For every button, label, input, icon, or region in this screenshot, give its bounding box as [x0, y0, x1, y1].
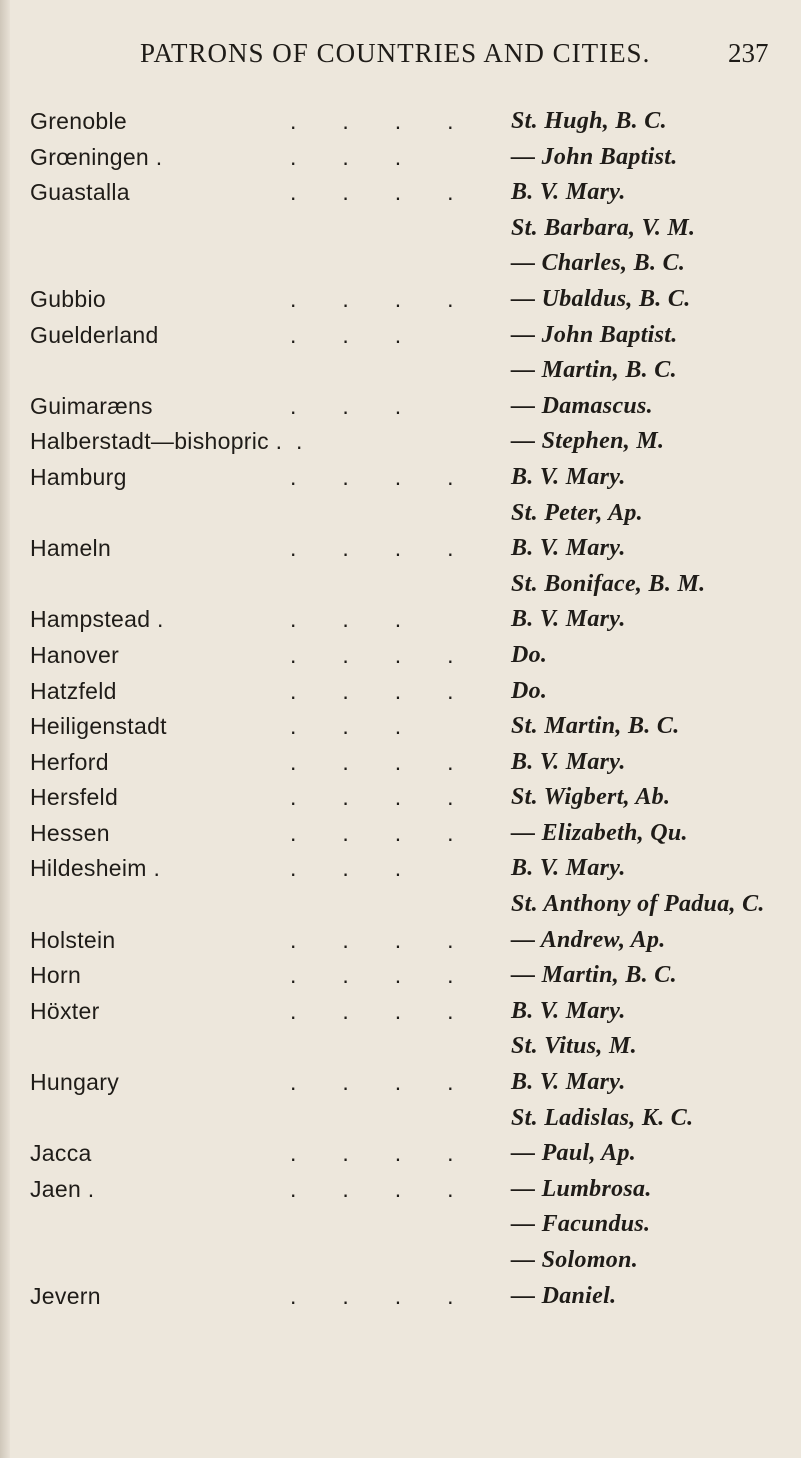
- list-item: [0, 1211, 801, 1247]
- leader-dots: ....: [290, 677, 500, 704]
- place-name: Grœningen .: [30, 143, 163, 170]
- leader-dots: ...: [290, 321, 448, 348]
- list-item: [0, 927, 801, 963]
- place-name: Hameln: [30, 535, 112, 562]
- place-name: Hildesheim .: [30, 855, 161, 882]
- patron-saint: B. V. Mary.: [511, 1069, 626, 1096]
- place-name: Hamburg: [30, 463, 127, 490]
- list-item: [0, 1283, 801, 1319]
- place-name: Guelderland: [30, 321, 159, 348]
- list-item: [0, 855, 801, 891]
- list-item: [0, 642, 801, 678]
- list-item: [0, 713, 801, 749]
- patron-saint: — Lumbrosa.: [511, 1175, 652, 1202]
- place-name: Hanover: [30, 641, 120, 668]
- leader-dots: ....: [290, 463, 500, 490]
- place-name: Höxter: [30, 997, 100, 1024]
- leader-dots: ...: [290, 143, 448, 170]
- place-name: Grenoble: [30, 108, 128, 134]
- list-item: [0, 998, 801, 1034]
- list-item: [0, 144, 801, 180]
- leader-dots: ....: [290, 1175, 500, 1202]
- place-name: Hessen: [30, 819, 110, 846]
- list-item: [0, 250, 801, 286]
- place-name: Hatzfeld: [30, 677, 117, 704]
- place-name: Guimaræns: [30, 392, 153, 419]
- patron-saint: B. V. Mary.: [511, 606, 626, 633]
- place-name: Horn: [30, 962, 82, 989]
- patron-saint: Do.: [511, 677, 548, 704]
- leader-dots: ....: [290, 748, 500, 775]
- place-name: Gubbio: [30, 285, 106, 312]
- place-name: Jevern: [30, 1282, 101, 1309]
- patron-saint: B. V. Mary.: [511, 855, 626, 882]
- patron-saint: B. V. Mary.: [511, 179, 626, 206]
- patron-saint: St. Wigbert, Ab.: [511, 784, 671, 811]
- list-item: [0, 1033, 801, 1069]
- leader-dots: ....: [290, 179, 500, 206]
- leader-dots: ....: [290, 997, 500, 1024]
- leader-dots: ....: [290, 285, 500, 312]
- patron-saint: St. Martin, B. C.: [511, 713, 680, 740]
- list-item: [0, 1105, 801, 1141]
- patron-saint: Do.: [511, 641, 548, 668]
- place-name: Hampstead .: [30, 606, 164, 633]
- list-item: [0, 428, 801, 464]
- patron-saint: St. Barbara, V. M.: [511, 214, 696, 241]
- list-item: [0, 464, 801, 500]
- patron-saint: B. V. Mary.: [511, 748, 626, 775]
- patron-saint: — Solomon.: [511, 1247, 639, 1273]
- patron-saint: St. Hugh, B. C.: [511, 108, 667, 134]
- place-name: Hungary: [30, 1069, 120, 1096]
- patron-saint: St. Peter, Ap.: [511, 499, 643, 526]
- place-name: Jaen .: [30, 1175, 95, 1202]
- running-title: PATRONS OF COUNTRIES AND CITIES.: [140, 38, 651, 68]
- list-item: [0, 1176, 801, 1212]
- list-item: [0, 215, 801, 251]
- leader-dots: ....: [290, 108, 500, 134]
- place-name: Hersfeld: [30, 784, 119, 811]
- list-item: [0, 678, 801, 714]
- list-item: [0, 820, 801, 856]
- patron-saint: B. V. Mary.: [511, 997, 626, 1024]
- place-name: Holstein: [30, 926, 116, 953]
- patron-saint: — Facundus.: [511, 1211, 651, 1238]
- patron-saint: — John Baptist.: [511, 143, 678, 170]
- place-name: Jacca: [30, 1140, 92, 1167]
- patron-saint: — Martin, B. C.: [511, 357, 677, 384]
- list-item: [0, 357, 801, 393]
- list-item: [0, 500, 801, 536]
- leader-dots: ....: [290, 641, 500, 668]
- place-name: Halberstadt—bishopric .: [30, 428, 283, 455]
- leader-dots: ...: [290, 855, 448, 882]
- page-number: 237: [728, 38, 769, 68]
- list-item: [0, 393, 801, 429]
- patron-saint: — Martin, B. C.: [511, 962, 677, 989]
- list-item: [0, 535, 801, 571]
- list-item: [0, 322, 801, 358]
- list-item: [0, 606, 801, 642]
- patron-list: [0, 108, 801, 1318]
- leader-dots: ...: [290, 713, 448, 740]
- leader-dots: ....: [290, 926, 500, 953]
- place-name: Guastalla: [30, 179, 130, 206]
- list-item: [0, 1069, 801, 1105]
- list-item: [0, 179, 801, 215]
- patron-saint: B. V. Mary.: [511, 463, 626, 490]
- patron-saint: St. Ladislas, K. C.: [511, 1104, 694, 1131]
- leader-dots: ...: [290, 392, 448, 419]
- patron-saint: — Daniel.: [511, 1282, 617, 1309]
- place-name: Herford: [30, 748, 109, 775]
- patron-saint: — John Baptist.: [511, 321, 678, 348]
- patron-saint: B. V. Mary.: [511, 535, 626, 562]
- list-item: [0, 891, 801, 927]
- patron-saint: St. Boniface, B. M.: [511, 570, 706, 597]
- patron-saint: — Paul, Ap.: [511, 1140, 637, 1167]
- list-item: [0, 962, 801, 998]
- leader-dots: ....: [290, 1282, 500, 1309]
- list-item: [0, 571, 801, 607]
- leader-dots: ....: [290, 962, 500, 989]
- list-item: [0, 1247, 801, 1283]
- list-item: [0, 286, 801, 322]
- patron-saint: St. Vitus, M.: [511, 1033, 637, 1060]
- list-item: [0, 1140, 801, 1176]
- patron-saint: — Stephen, M.: [511, 428, 665, 455]
- patron-saint: — Elizabeth, Qu.: [511, 819, 688, 846]
- patron-saint: — Ubaldus, B. C.: [511, 285, 691, 312]
- leader-dots: ....: [290, 819, 500, 846]
- patron-saint: — Andrew, Ap.: [511, 926, 666, 953]
- page-header: [0, 38, 801, 78]
- place-name: Heiligenstadt: [30, 713, 167, 740]
- leader-dots: ....: [290, 1140, 500, 1167]
- leader-dots: ....: [290, 784, 500, 811]
- leader-dots: ....: [290, 1069, 500, 1096]
- list-item: [0, 749, 801, 785]
- patron-saint: — Charles, B. C.: [511, 250, 686, 277]
- list-item: [0, 108, 801, 144]
- leader-dots: ...: [290, 606, 448, 633]
- leader-dots: ....: [290, 535, 500, 562]
- leader-dots: .: [296, 428, 349, 455]
- patron-saint: St. Anthony of Padua, C.: [511, 891, 765, 918]
- list-item: [0, 784, 801, 820]
- patron-saint: — Damascus.: [511, 392, 653, 419]
